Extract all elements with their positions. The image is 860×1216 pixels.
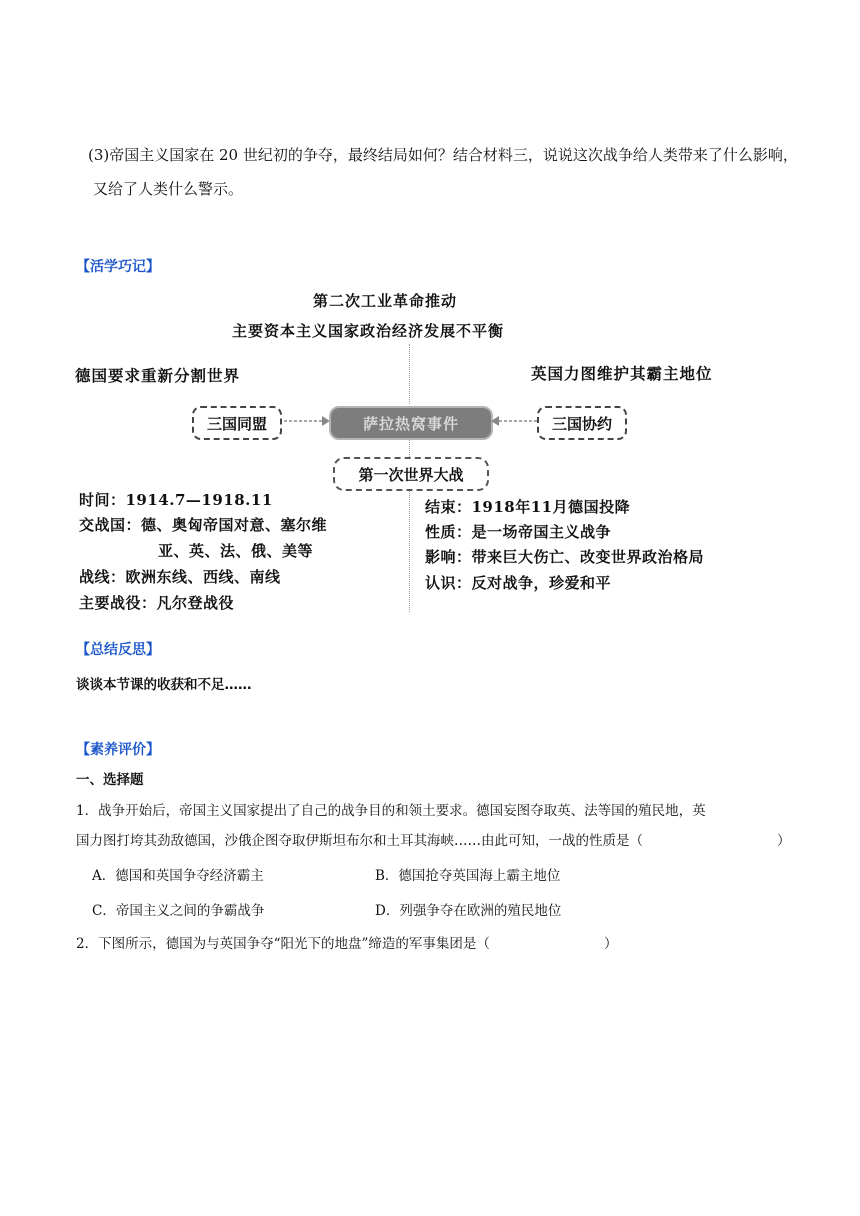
mindmap-left-line-2: 交战国：德、奥匈帝国对意、塞尔维 <box>79 516 328 534</box>
mindmap-left-line-3: 亚、英、法、俄、美等 <box>158 542 314 560</box>
option-a: A．德国和英国争夺经济霸主 <box>92 868 264 884</box>
triple-alliance-box <box>192 406 282 440</box>
question3-line1: (3)帝国主义国家在 20 世纪初的争夺，最终结局如何？结合材料三，说说这次战争给人类带来了什么影响， <box>88 146 798 164</box>
mindmap-divider <box>409 490 410 612</box>
triple-entente-box <box>537 406 627 440</box>
section-huoxue-heading: 【活学巧记】 <box>76 259 160 275</box>
section-suyang-heading: 【素养评价】 <box>76 742 160 758</box>
arrow-right-icon <box>282 413 332 429</box>
sarajevo-event-box <box>329 406 493 440</box>
exercise-heading: 一、选择题 <box>76 772 144 788</box>
triple-alliance-label: 三国同盟 <box>206 414 267 433</box>
mindmap-right-line-2: 性质：是一场帝国主义战争 <box>425 523 612 541</box>
mindmap-left-line-5: 主要战役：凡尔登战役 <box>79 594 235 612</box>
section-zongjie-heading: 【总结反思】 <box>76 642 160 658</box>
question3-line2: 又给了人类什么警示。 <box>93 180 244 198</box>
mindmap-left-line-1: 时间：1914.7—1918.11 <box>79 491 273 509</box>
mindmap-title-1: 第二次工业革命推动 <box>313 292 458 310</box>
ww1-box <box>333 457 489 491</box>
mindmap-right-line-1: 结束：1918年11月德国投降 <box>425 498 631 516</box>
mindmap-britain-aim: 英国力图维护其霸主地位 <box>531 364 713 383</box>
summary-text: 谈谈本节课的收获和不足…… <box>76 677 252 693</box>
option-d: D．列强争夺在欧洲的殖民地位 <box>375 903 562 919</box>
mindmap-germany-demand: 德国要求重新分割世界 <box>75 366 241 385</box>
mindmap-right-line-3: 影响：带来巨大伤亡、改变世界政治格局 <box>425 548 705 566</box>
question2-close-paren: ） <box>604 936 618 952</box>
mindmap-right-line-4: 认识：反对战争，珍爱和平 <box>425 574 612 592</box>
sarajevo-event-label: 萨拉热窝事件 <box>362 414 459 433</box>
mindmap-left-line-4: 战线：欧洲东线、西线、南线 <box>79 568 281 586</box>
question2-line: 2．下图所示，德国为与英国争夺“阳光下的地盘”缔造的军事集团是（ <box>76 936 490 952</box>
option-b: B．德国抢夺英国海上霸主地位 <box>375 868 561 884</box>
question1-line2: 国力图打垮其劲敌德国，沙俄企图夺取伊斯坦布尔和土耳其海峡……由此可知，一战的性质是（ <box>76 833 643 849</box>
mindmap-connector-mid <box>409 437 410 457</box>
mindmap-title-2: 主要资本主义国家政治经济发展不平衡 <box>232 322 505 340</box>
question1-line1: 1．战争开始后，帝国主义国家提出了自己的战争目的和领土要求。德国妄图夺取英、法等国的殖民地，英 <box>76 803 706 819</box>
option-c: C．帝国主义之间的争霸战争 <box>92 903 265 919</box>
arrow-left-icon <box>489 413 539 429</box>
ww1-label: 第一次世界大战 <box>358 465 464 484</box>
question1-close-paren: ） <box>777 833 791 849</box>
triple-entente-label: 三国协约 <box>551 414 612 433</box>
mindmap-connector-top <box>409 344 410 404</box>
